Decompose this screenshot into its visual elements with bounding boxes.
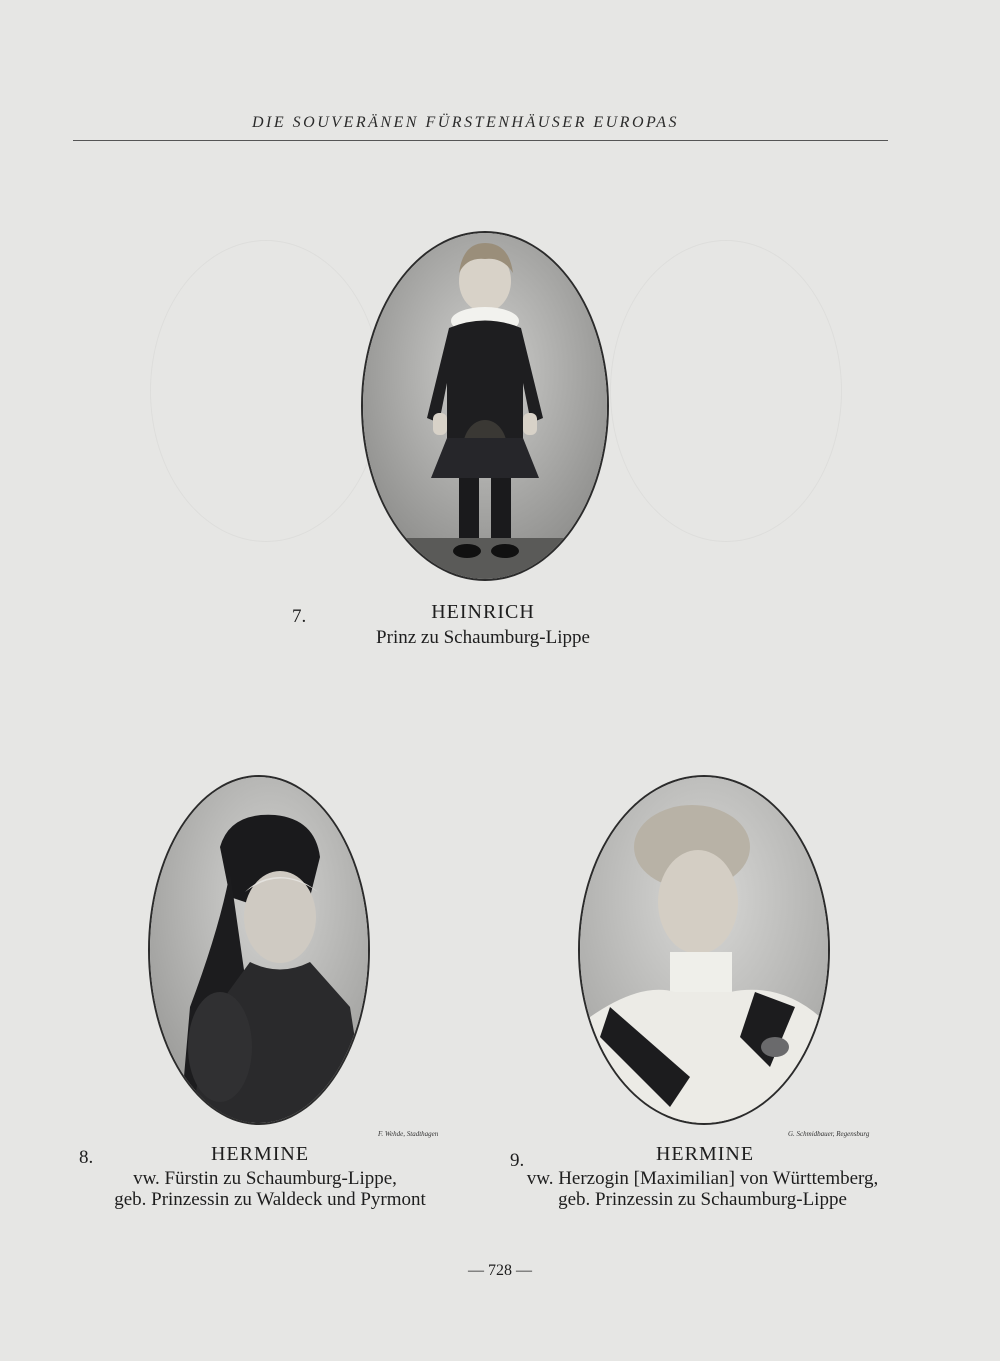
show-through-oval-right xyxy=(610,240,842,542)
portrait-hermine-schaumburg xyxy=(578,775,830,1125)
plate-name-hermine-8: HERMINE xyxy=(210,1143,310,1165)
plate-name-heinrich: HEINRICH xyxy=(431,601,535,623)
plate-title-heinrich: Prinz zu Schaumburg-Lippe xyxy=(376,627,590,648)
plate-title-hermine-9-line2: geb. Prinzessin zu Schaumburg-Lippe xyxy=(558,1189,847,1210)
header-rule xyxy=(73,140,888,141)
photo-credit-wehde: F. Wehde, Stadthagen xyxy=(378,1130,439,1138)
plate-title-hermine-8-line1: vw. Fürstin zu Schaumburg-Lippe, xyxy=(133,1168,397,1189)
show-through-oval-left xyxy=(150,240,382,542)
photo-credit-schmidbauer: G. Schmidbauer, Regensburg xyxy=(788,1130,870,1138)
portrait-heinrich xyxy=(361,231,609,581)
portrait-hermine-waldeck xyxy=(148,775,370,1125)
plate-number-7: 7. xyxy=(292,606,307,627)
running-header: DIE SOUVERÄNEN FÜRSTENHÄUSER EUROPAS xyxy=(252,114,679,131)
page-number: — 728 — xyxy=(468,1262,532,1279)
plate-title-hermine-8-line2: geb. Prinzessin zu Waldeck und Pyrmont xyxy=(114,1189,426,1210)
plate-number-9: 9. xyxy=(510,1150,525,1171)
plate-name-hermine-9: HERMINE xyxy=(655,1143,755,1165)
plate-title-hermine-9-line1: vw. Herzogin [Maximilian] von Württemberg, xyxy=(526,1168,879,1189)
plate-number-8: 8. xyxy=(79,1147,94,1168)
